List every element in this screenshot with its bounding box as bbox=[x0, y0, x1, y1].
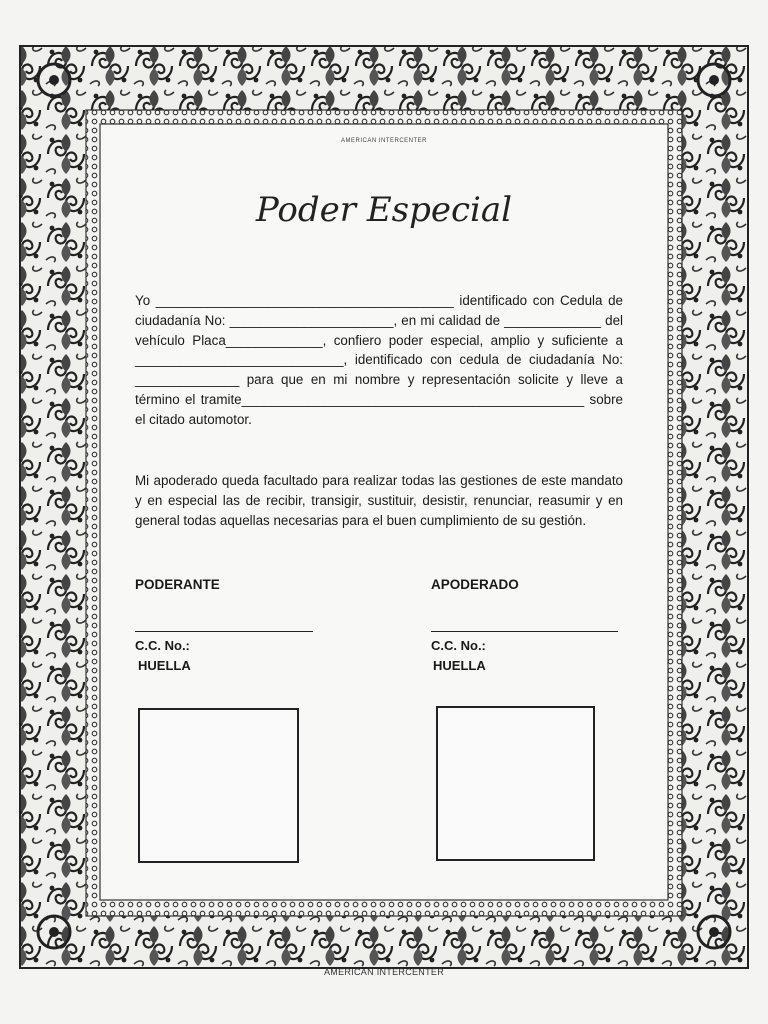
apoderado-huella-label: HUELLA bbox=[433, 658, 486, 673]
brand-top: AMERICAN INTERCENTER bbox=[340, 138, 427, 144]
poderante-huella-label: HUELLA bbox=[138, 658, 191, 673]
apoderado-signature-line bbox=[431, 631, 618, 632]
paragraph-main bbox=[135, 291, 623, 430]
apoderado-fingerprint-box bbox=[436, 706, 595, 861]
poderante-fingerprint-box bbox=[138, 708, 299, 863]
poderante-cc-label: C.C. No.: bbox=[135, 638, 190, 653]
poderante-heading: PODERANTE bbox=[135, 577, 220, 592]
paragraph-2-text: Mi apoderado queda facultado para realizar todas las gestiones de este mandato y en especial las de recibir, transigir, sustituir, desistir, renunciar, reasumir y en general todas aquellas necesarias para el buen cumplimiento de su gestión. bbox=[135, 473, 623, 528]
paragraph-1-text: Yo ________________________________________ identificado con Cedula de ciudadanía No: ______________________, en mi calidad de _____________ del vehículo Placa_____________, confiero poder especial, amplio y suficiente a ____________________________, identificado con cedula de ciudadanía No: ______________ para que en mi nombre y representación solicite y lleve a término el tramite______________________________________________ sobre el citado automotor. bbox=[135, 293, 623, 427]
apoderado-cc-label: C.C. No.: bbox=[431, 638, 486, 653]
poderante-signature-line bbox=[135, 631, 313, 632]
apoderado-heading: APODERADO bbox=[431, 577, 519, 592]
paragraph-powers bbox=[135, 471, 623, 530]
brand-bottom: AMERICAN INTERCENTER bbox=[323, 967, 444, 977]
document-title: Poder Especial bbox=[255, 190, 513, 230]
